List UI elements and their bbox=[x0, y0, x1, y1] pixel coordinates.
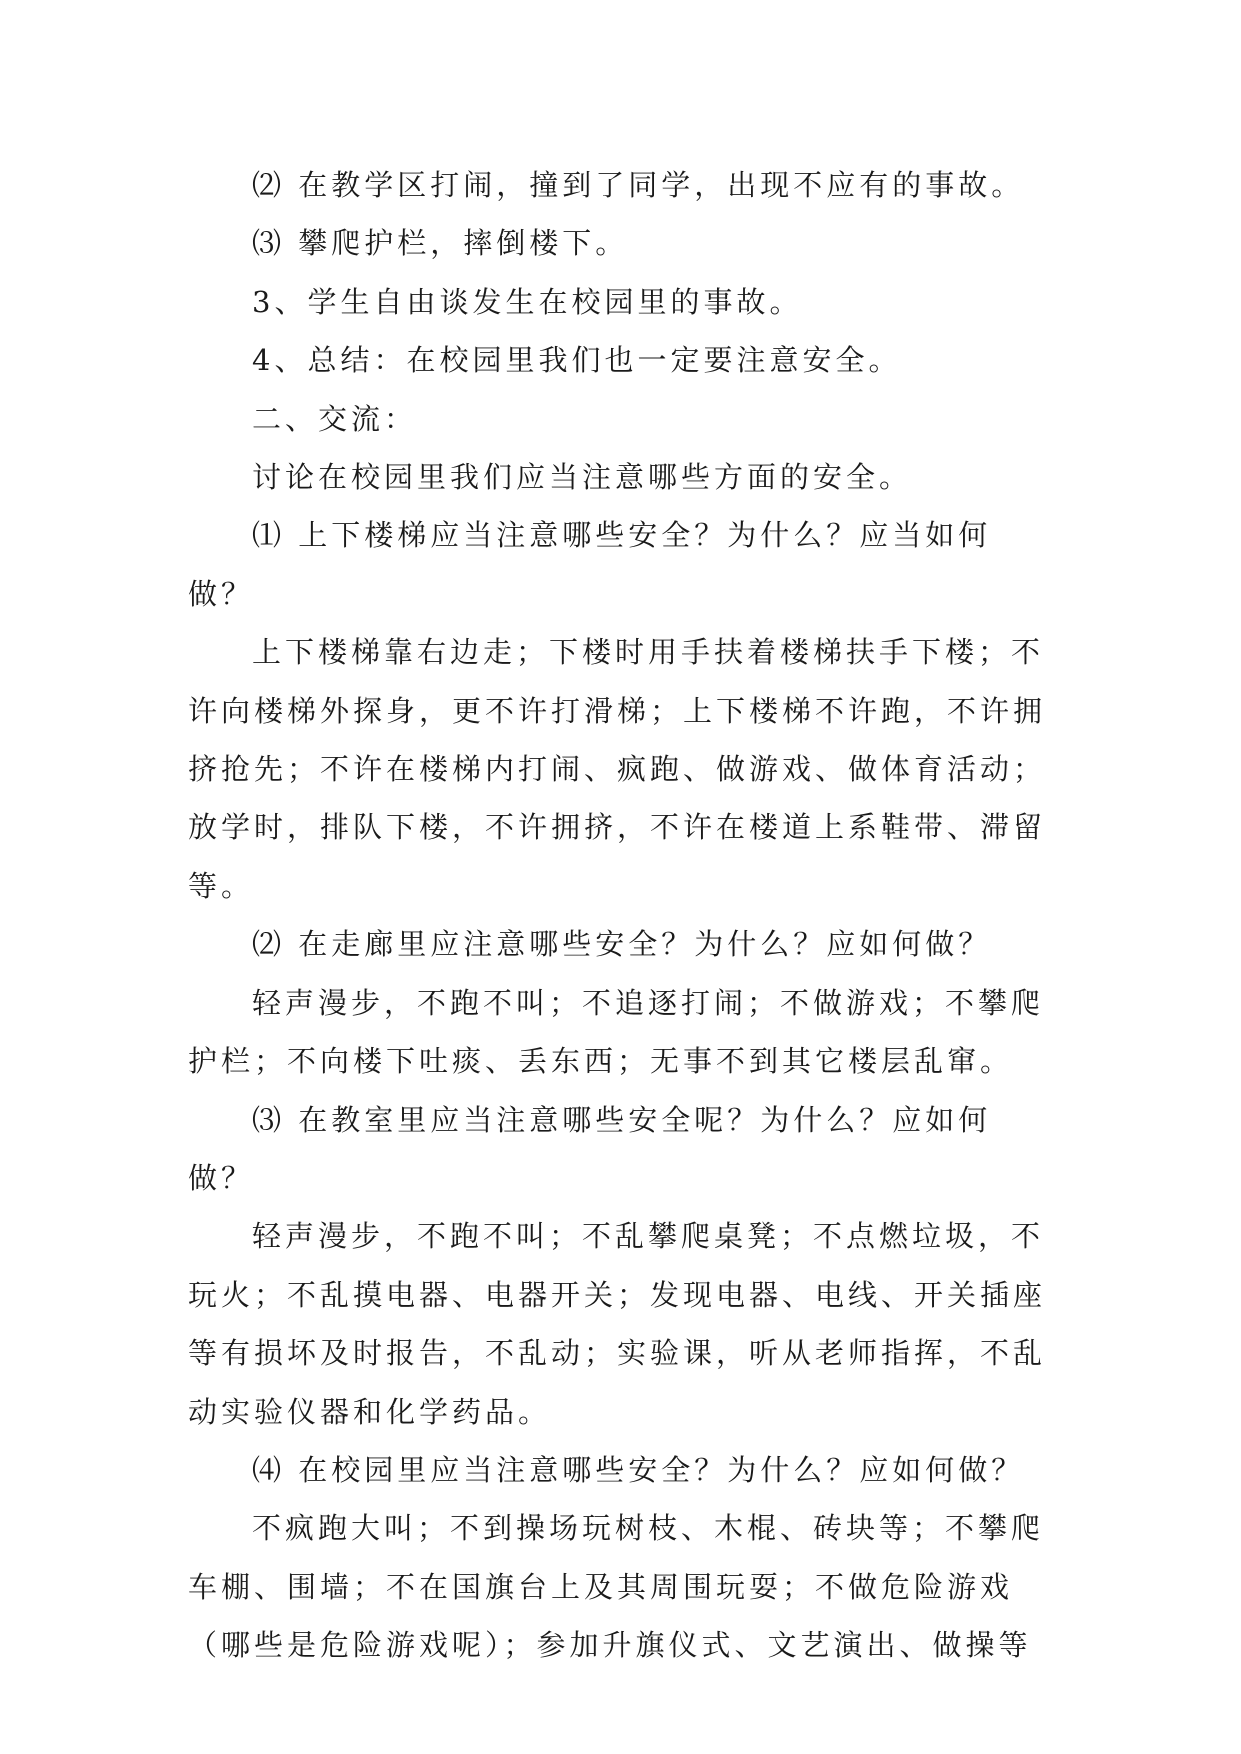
paragraph-item2-incident: ⑵ 在教学区打闹，撞到了同学，出现不应有的事故。 bbox=[252, 168, 1025, 202]
question-classroom: ⑶ 在教室里应当注意哪些安全呢？为什么？应如何做？ bbox=[188, 1102, 992, 1195]
section-heading-exchange: 二、交流： bbox=[252, 401, 418, 436]
document-body bbox=[188, 156, 1054, 1675]
question-corridor: ⑵ 在走廊里应注意哪些安全？为什么？应如何做？ bbox=[252, 927, 992, 962]
question-stairs: ⑴ 上下楼梯应当注意哪些安全？为什么？应当如何做？ bbox=[188, 518, 992, 611]
answer-classroom: 轻声漫步，不跑不叫；不乱攀爬桌凳；不点燃垃圾，不玩火；不乱摸电器、电器开关；发现电器、电线、开关插座等有损坏及时报告，不乱动；实验课，听从老师指挥，不乱动实验仪器和化学药品。 bbox=[188, 1219, 1047, 1429]
paragraph-item3-incident: ⑶ 攀爬护栏，摔倒楼下。 bbox=[252, 226, 629, 261]
paragraph-step4-summary: 4、总结：在校园里我们也一定要注意安全。 bbox=[252, 343, 902, 378]
question-campus: ⑷ 在校园里应当注意哪些安全？为什么？应如何做？ bbox=[252, 1452, 1025, 1487]
answer-campus: 不疯跑大叫；不到操场玩树枝、木棍、砖块等；不攀爬车棚、围墙；不在国旗台上及其周围玩耍；不做危险游戏（哪些是危险游戏呢）；参加升旗仪式、文艺演出、做操等 bbox=[188, 1511, 1045, 1663]
paragraph-step3: 3、学生自由谈发生在校园里的事故。 bbox=[252, 284, 803, 319]
answer-corridor: 轻声漫步，不跑不叫；不追逐打闹；不做游戏；不攀爬护栏；不向楼下吐痰、丢东西；无事不到其它楼层乱窜。 bbox=[188, 985, 1045, 1079]
answer-stairs: 上下楼梯靠右边走；下楼时用手扶着楼梯扶手下楼；不许向楼梯外探身，更不许打滑梯；上下楼梯不许跑，不许拥挤抢先；不许在楼梯内打闹、疯跑、做游戏、做体育活动；放学时，排队下楼，不许拥挤，不许在楼道上系鞋带、滞留等。 bbox=[188, 635, 1047, 903]
paragraph-discussion-intro: 讨论在校园里我们应当注意哪些方面的安全。 bbox=[252, 460, 913, 495]
